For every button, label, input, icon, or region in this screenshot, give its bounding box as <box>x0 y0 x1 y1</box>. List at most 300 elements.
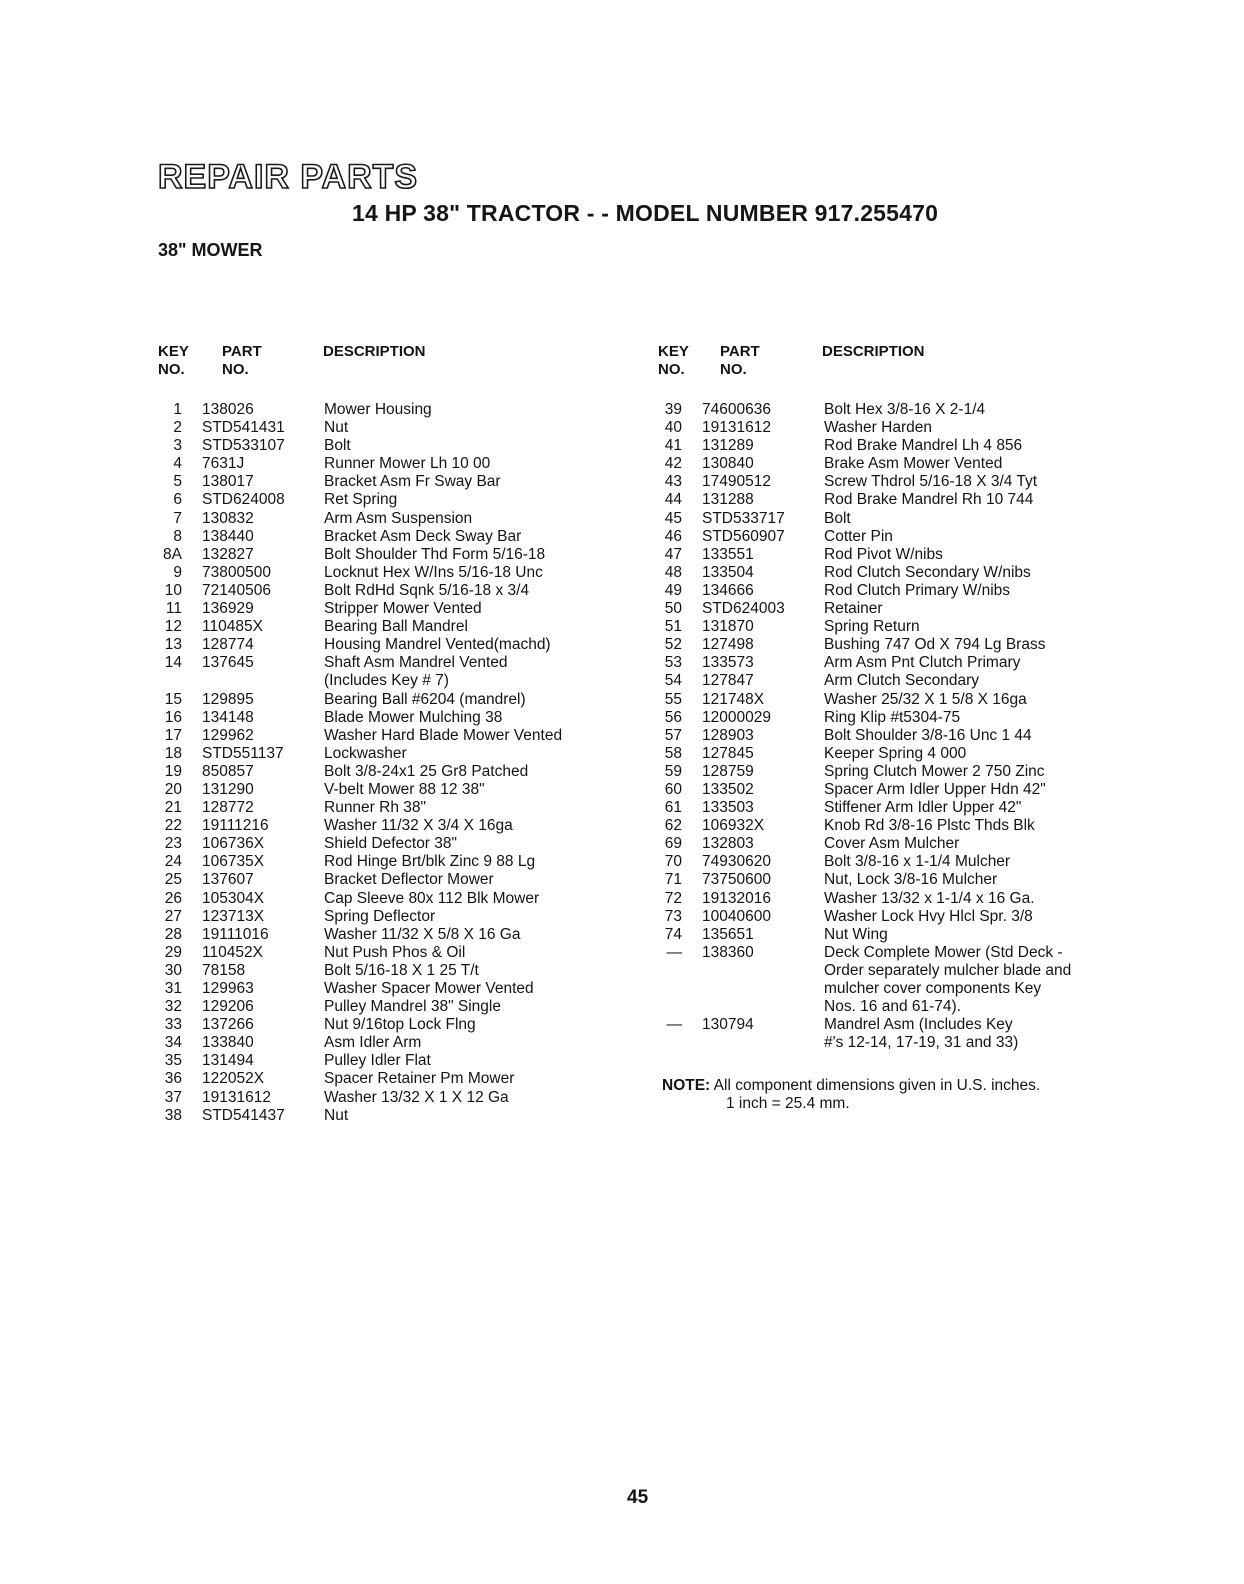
key-number: 11 <box>165 600 182 618</box>
part-number: 123713X <box>202 907 265 925</box>
key-number: 37 <box>164 1088 182 1106</box>
part-number: 135651 <box>702 925 754 943</box>
part-number: 129963 <box>202 980 254 997</box>
part-description: Stiffener Arm Idler Upper 42" <box>824 799 1022 817</box>
parts-list-left <box>158 401 628 1125</box>
part-number: 129895 <box>202 690 254 708</box>
page-number: 45 <box>627 1487 649 1508</box>
part-number: 133573 <box>702 654 754 672</box>
table-row <box>158 600 628 618</box>
table-row <box>658 853 1128 871</box>
key-number: 50 <box>664 600 682 618</box>
part-description: Stripper Mower Vented <box>324 600 482 618</box>
header-part-no: PART NO. <box>222 343 262 378</box>
part-number: 122052X <box>202 1070 265 1088</box>
part-description: Lockwasher <box>324 744 407 762</box>
part-description: Mower Housing <box>324 401 432 418</box>
table-row <box>658 799 1128 817</box>
key-number: 5 <box>173 473 182 491</box>
part-description: Rod Clutch Secondary W/nibs <box>824 563 1031 581</box>
table-row <box>158 835 628 853</box>
part-number: 138026 <box>202 401 254 418</box>
table-row <box>658 835 1128 853</box>
table-row <box>158 473 628 491</box>
key-number: 14 <box>164 654 182 672</box>
key-number: 12 <box>164 618 182 636</box>
part-description: Bolt <box>324 437 351 455</box>
key-number: 29 <box>164 943 182 961</box>
part-number: 137607 <box>202 871 254 889</box>
table-row <box>158 709 628 727</box>
table-row <box>158 1052 628 1070</box>
table-row <box>658 473 1128 491</box>
part-description: Bolt <box>824 509 851 527</box>
part-description: Bolt 3/8-16 x 1-1/4 Mulcher <box>824 853 1011 871</box>
key-number: 51 <box>664 618 682 636</box>
part-description: Keeper Spring 4 000 <box>824 744 967 762</box>
part-number: 12000029 <box>702 708 771 726</box>
part-number: STD541437 <box>202 1106 285 1124</box>
key-number: 2 <box>173 419 182 437</box>
table-row <box>158 745 628 763</box>
table-row <box>658 455 1128 473</box>
key-number: 13 <box>164 636 182 654</box>
part-description: Bolt 5/16-18 X 1 25 T/t <box>324 961 479 979</box>
key-number: 41 <box>664 437 682 455</box>
key-number: 27 <box>164 907 182 925</box>
part-number: 10040600 <box>702 907 771 925</box>
part-number: 19131612 <box>202 1088 271 1106</box>
part-description: Knob Rd 3/8-16 Plstc Thds Blk <box>824 817 1035 835</box>
key-number: 62 <box>664 817 682 835</box>
table-row <box>658 564 1128 582</box>
table-row <box>658 437 1128 455</box>
key-number: 24 <box>164 853 182 871</box>
part-number: 110452X <box>202 943 263 961</box>
table-row <box>658 672 1128 690</box>
table-row <box>158 618 628 636</box>
key-number: 46 <box>664 527 682 545</box>
key-number: 18 <box>164 744 182 762</box>
table-row <box>158 980 628 998</box>
part-description: Arm Clutch Secondary <box>824 672 980 690</box>
part-description: Bearing Ball Mandrel <box>324 618 468 636</box>
table-row <box>158 962 628 980</box>
header-description: DESCRIPTION <box>323 343 426 360</box>
part-number: STD533107 <box>202 437 285 455</box>
key-number: 52 <box>664 636 682 654</box>
table-row <box>158 564 628 582</box>
table-row <box>158 871 628 889</box>
table-row <box>658 926 1128 944</box>
part-number: 138440 <box>202 527 254 545</box>
part-description: Washer Lock Hvy Hlcl Spr. 3/8 <box>824 907 1033 925</box>
part-description: Blade Mower Mulching 38 <box>324 708 503 726</box>
section-heading: 38" MOWER <box>158 240 263 260</box>
table-row <box>658 510 1128 528</box>
part-description: Bracket Asm Deck Sway Bar <box>324 527 522 545</box>
part-number: 133502 <box>702 780 754 798</box>
part-description: Rod Brake Mandrel Rh 10 744 <box>824 491 1034 509</box>
table-row <box>158 1034 628 1052</box>
key-number: 44 <box>664 491 682 509</box>
table-row <box>658 944 1128 1016</box>
key-number: 20 <box>164 780 182 798</box>
part-description: Bolt Shoulder 3/8-16 Unc 1 44 <box>824 726 1032 744</box>
part-description: Bracket Deflector Mower <box>324 871 494 889</box>
table-row <box>658 890 1128 908</box>
part-number: 137266 <box>202 1016 254 1034</box>
key-number: 74 <box>664 925 682 943</box>
parts-list-right <box>658 401 1128 1052</box>
key-number: 61 <box>664 799 682 817</box>
part-number: 130840 <box>702 455 754 473</box>
part-description: Housing Mandrel Vented(machd) <box>324 636 551 654</box>
header-key-no: KEY NO. <box>658 343 689 378</box>
part-number: 129206 <box>202 998 254 1016</box>
parts-table-right <box>658 343 1128 1052</box>
part-description: Washer 25/32 X 1 5/8 X 16ga <box>824 690 1027 708</box>
part-number: 129962 <box>202 726 254 744</box>
part-number: 110485X <box>202 618 263 636</box>
table-row <box>658 709 1128 727</box>
key-number: 73 <box>664 907 682 925</box>
key-number: 32 <box>164 998 182 1016</box>
table-row <box>658 654 1128 672</box>
table-row <box>158 510 628 528</box>
key-number: — <box>666 943 682 961</box>
key-number: 71 <box>664 871 682 889</box>
table-row <box>158 853 628 871</box>
table-row <box>658 582 1128 600</box>
part-description: Rod Hinge Brt/blk Zinc 9 88 Lg <box>324 853 536 871</box>
table-row <box>158 419 628 437</box>
part-number: 19132016 <box>702 889 771 907</box>
key-number: 48 <box>664 563 682 581</box>
key-number: 49 <box>664 581 682 599</box>
part-number: STD551137 <box>202 744 284 762</box>
part-number: 128759 <box>702 762 754 780</box>
part-description: Retainer <box>824 600 883 618</box>
table-row <box>658 419 1128 437</box>
table-row <box>158 1107 628 1125</box>
part-description: Nut 9/16top Lock Flng <box>324 1016 476 1034</box>
part-number: 7631J <box>202 455 245 473</box>
key-number: 59 <box>664 762 682 780</box>
table-row <box>658 1016 1128 1052</box>
parts-table-left <box>158 343 628 1124</box>
key-number: 42 <box>664 455 682 473</box>
model-subtitle: 14 HP 38" TRACTOR - - MODEL NUMBER 917.255470 <box>352 200 939 226</box>
key-number: 57 <box>664 726 682 744</box>
part-number: 134666 <box>702 581 754 599</box>
header-part-no: PART NO. <box>720 343 760 378</box>
part-description: Ret Spring <box>324 491 398 509</box>
table-row <box>158 1016 628 1034</box>
key-number: 72 <box>664 889 682 907</box>
part-description: Washer 11/32 X 3/4 X 16ga <box>324 817 513 835</box>
table-row <box>158 636 628 654</box>
table-row <box>158 998 628 1016</box>
part-description: Nut, Lock 3/8-16 Mulcher <box>824 871 998 889</box>
part-description: Locknut Hex W/Ins 5/16-18 Unc <box>324 563 543 581</box>
table-row <box>658 691 1128 709</box>
table-row <box>158 691 628 709</box>
key-number: 54 <box>664 672 682 690</box>
part-description: Nut <box>324 419 349 437</box>
key-number: 25 <box>164 871 182 889</box>
part-number: 128774 <box>202 636 254 654</box>
part-description: Bolt RdHd Sqnk 5/16-18 x 3/4 <box>324 581 530 599</box>
part-number: 131290 <box>202 780 254 798</box>
table-row <box>658 491 1128 509</box>
part-description: Deck Complete Mower (Std Deck - Order separately mulcher blade and mulcher cover components Key Nos. 16 and 61-74). <box>824 943 1072 1016</box>
part-number: 133840 <box>202 1034 254 1052</box>
key-number: 1 <box>173 401 182 418</box>
part-number: STD541431 <box>202 419 285 437</box>
part-number: 850857 <box>202 762 254 780</box>
key-number: 8 <box>173 527 182 545</box>
table-row <box>158 528 628 546</box>
key-number: 39 <box>664 401 682 418</box>
part-description: V-belt Mower 88 12 38" <box>324 780 485 798</box>
part-description: Ring Klip #t5304-75 <box>824 708 961 726</box>
part-number: 19111216 <box>202 817 269 835</box>
part-number: 106736X <box>202 835 265 853</box>
part-description: Pulley Idler Flat <box>324 1052 431 1070</box>
table-row <box>158 799 628 817</box>
part-description: Asm Idler Arm <box>324 1034 422 1052</box>
table-row <box>658 618 1128 636</box>
table-row <box>158 727 628 745</box>
page-title: REPAIR PARTS <box>158 158 419 196</box>
part-description: Spring Deflector <box>324 907 436 925</box>
part-description: Bolt Hex 3/8-16 X 2-1/4 <box>824 401 986 418</box>
table-row <box>658 600 1128 618</box>
key-number: 15 <box>164 690 182 708</box>
table-row <box>658 528 1128 546</box>
part-number: STD624003 <box>702 600 785 618</box>
key-number: 22 <box>164 817 182 835</box>
key-number: 7 <box>173 509 182 527</box>
table-row <box>658 817 1128 835</box>
table-row <box>158 401 628 419</box>
part-description: Washer Spacer Mower Vented <box>324 980 534 997</box>
part-number: 131494 <box>202 1052 254 1070</box>
part-number: 133551 <box>702 545 754 563</box>
part-description: Rod Pivot W/nibs <box>824 545 943 563</box>
part-number: 19111016 <box>202 925 269 943</box>
key-number: 30 <box>164 961 182 979</box>
key-number: 40 <box>664 419 682 437</box>
part-description: Bolt 3/8-24x1 25 Gr8 Patched <box>324 762 529 780</box>
part-number: STD533717 <box>702 509 785 527</box>
table-row <box>158 654 628 690</box>
part-number: 73800500 <box>202 563 271 581</box>
table-row <box>158 1089 628 1107</box>
part-number: 105304X <box>202 889 265 907</box>
table-row <box>158 890 628 908</box>
part-number: 131288 <box>702 491 754 509</box>
key-number: 4 <box>173 455 182 473</box>
units-note <box>662 1077 1132 1113</box>
part-description: Nut Push Phos & Oil <box>324 943 466 961</box>
part-number: 136929 <box>202 600 254 618</box>
key-number: 55 <box>664 690 682 708</box>
part-description: Screw Thdrol 5/16-18 X 3/4 Tyt <box>824 473 1038 491</box>
part-number: 127498 <box>702 636 754 654</box>
part-description: Cover Asm Mulcher <box>824 835 960 853</box>
key-number: 36 <box>164 1070 182 1088</box>
part-description: Rod Brake Mandrel Lh 4 856 <box>824 437 1023 455</box>
part-description: Washer 13/32 X 1 X 12 Ga <box>324 1088 509 1106</box>
table-row <box>158 908 628 926</box>
table-row <box>158 582 628 600</box>
key-number: 17 <box>164 726 182 744</box>
part-number: 132803 <box>702 835 754 853</box>
table-row <box>658 727 1128 745</box>
part-number: 19131612 <box>702 419 771 437</box>
part-description: Mandrel Asm (Includes Key #'s 12-14, 17-19, 31 and 33) <box>824 1016 1019 1052</box>
part-description: Runner Rh 38" <box>324 799 427 817</box>
part-number: 133504 <box>702 563 754 581</box>
key-number: 43 <box>664 473 682 491</box>
part-number: 130832 <box>202 509 254 527</box>
part-number: 134148 <box>202 708 254 726</box>
part-number: 106735X <box>202 853 265 871</box>
part-number: 127845 <box>702 744 754 762</box>
key-number: 10 <box>164 581 182 599</box>
part-number: 127847 <box>702 672 754 690</box>
part-description: Nut Wing <box>824 925 888 943</box>
key-number: 26 <box>164 889 182 907</box>
part-description: Cap Sleeve 80x 112 Blk Mower <box>324 889 540 907</box>
key-number: 23 <box>164 835 182 853</box>
part-number: STD624008 <box>202 491 285 509</box>
part-number: 72140506 <box>202 581 271 599</box>
key-number: 45 <box>664 509 682 527</box>
note-line-2: 1 inch = 25.4 mm. <box>726 1095 850 1112</box>
table-row <box>658 781 1128 799</box>
key-number: 3 <box>173 437 182 455</box>
table-header <box>658 343 1128 401</box>
part-description: Rod Clutch Primary W/nibs <box>824 581 1011 599</box>
table-row <box>158 817 628 835</box>
table-row <box>658 871 1128 889</box>
part-description: Cotter Pin <box>824 527 893 545</box>
part-description: Arm Asm Suspension <box>324 509 473 527</box>
key-number: 16 <box>164 708 182 726</box>
table-row <box>158 944 628 962</box>
part-description: Spacer Arm Idler Upper Hdn 42" <box>824 780 1046 798</box>
part-number: 74600636 <box>702 401 771 418</box>
table-header <box>158 343 628 401</box>
part-description: Washer Harden <box>824 419 932 437</box>
part-number: 17490512 <box>702 473 771 491</box>
part-number: 106932X <box>702 817 765 835</box>
part-description: Brake Asm Mower Vented <box>824 455 1003 473</box>
key-number: 58 <box>664 744 682 762</box>
header-key-no: KEY NO. <box>158 343 189 378</box>
part-description: Shield Defector 38" <box>324 835 458 853</box>
table-row <box>658 763 1128 781</box>
part-number: 73750600 <box>702 871 771 889</box>
key-number: 34 <box>164 1034 182 1052</box>
key-number: 9 <box>173 563 182 581</box>
key-number: 19 <box>164 762 182 780</box>
part-number: 74930620 <box>702 853 771 871</box>
part-description: Washer 11/32 X 5/8 X 16 Ga <box>324 925 521 943</box>
note-line-1: All component dimensions given in U.S. inches. <box>713 1077 1041 1094</box>
key-number: 6 <box>173 491 182 509</box>
part-description: Spacer Retainer Pm Mower <box>324 1070 515 1088</box>
part-number: 78158 <box>202 961 246 979</box>
part-description: Bracket Asm Fr Sway Bar <box>324 473 501 491</box>
table-row <box>158 1070 628 1088</box>
part-number: 128772 <box>202 799 254 817</box>
key-number: 60 <box>664 780 682 798</box>
table-row <box>158 491 628 509</box>
table-row <box>158 455 628 473</box>
key-number: 47 <box>664 545 682 563</box>
part-description: Washer Hard Blade Mower Vented <box>324 726 563 744</box>
table-row <box>158 781 628 799</box>
table-row <box>658 546 1128 564</box>
key-number: — <box>666 1016 682 1034</box>
table-row <box>158 926 628 944</box>
part-description: Runner Mower Lh 10 00 <box>324 455 491 473</box>
table-row <box>658 636 1128 654</box>
table-row <box>658 908 1128 926</box>
part-description: Bearing Ball #6204 (mandrel) <box>324 690 526 708</box>
part-number: 130794 <box>702 1016 754 1034</box>
part-number: STD560907 <box>702 527 785 545</box>
key-number: 31 <box>164 980 182 997</box>
note-label: NOTE: <box>662 1077 711 1094</box>
part-number: 131870 <box>702 618 754 636</box>
key-number: 28 <box>164 925 182 943</box>
part-description: Arm Asm Pnt Clutch Primary <box>824 654 1021 672</box>
part-description: Washer 13/32 x 1-1/4 x 16 Ga. <box>824 889 1035 907</box>
part-number: 121748X <box>702 690 765 708</box>
key-number: 8A <box>163 545 182 563</box>
part-number: 128903 <box>702 726 754 744</box>
header-description: DESCRIPTION <box>822 343 925 360</box>
part-description: Shaft Asm Mandrel Vented (Includes Key # 7) <box>324 654 508 690</box>
key-number: 53 <box>664 654 682 672</box>
part-number: 138360 <box>702 943 754 961</box>
table-row <box>158 763 628 781</box>
key-number: 33 <box>164 1016 182 1034</box>
part-number: 138017 <box>202 473 254 491</box>
key-number: 35 <box>164 1052 182 1070</box>
key-number: 69 <box>664 835 682 853</box>
part-number: 131289 <box>702 437 754 455</box>
table-row <box>158 437 628 455</box>
part-number: 133503 <box>702 799 754 817</box>
part-description: Bushing 747 Od X 794 Lg Brass <box>824 636 1046 654</box>
key-number: 38 <box>164 1106 182 1124</box>
table-row <box>658 745 1128 763</box>
part-description: Spring Return <box>824 618 920 636</box>
part-description: Spring Clutch Mower 2 750 Zinc <box>824 762 1045 780</box>
key-number: 56 <box>664 708 682 726</box>
part-description: Nut <box>324 1106 349 1124</box>
part-number: 137645 <box>202 654 254 672</box>
part-number: 132827 <box>202 545 254 563</box>
part-description: Bolt Shoulder Thd Form 5/16-18 <box>324 545 546 563</box>
part-description: Pulley Mandrel 38" Single <box>324 998 501 1016</box>
